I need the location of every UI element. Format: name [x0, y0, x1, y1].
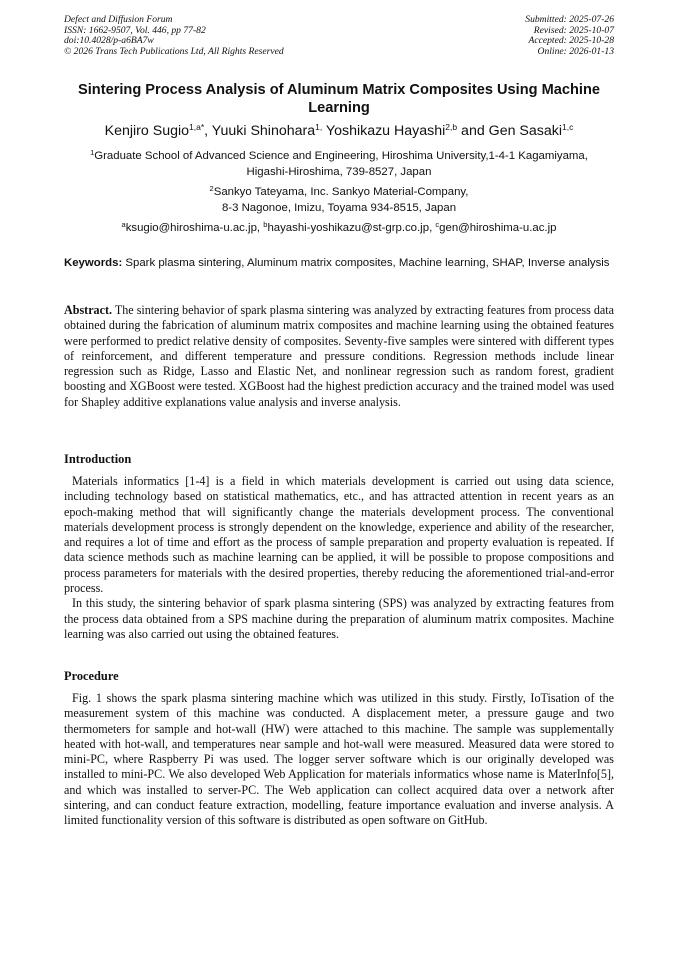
- journal-info: [64, 15, 284, 57]
- procedure-heading: Procedure: [64, 669, 119, 683]
- procedure-body: [64, 691, 614, 829]
- author: Yuuki Shinohara$^{1,}$: [211, 122, 323, 139]
- author: Yoshikazu Hayashi$^{2,b}$ and: [325, 122, 489, 139]
- abstract-text: The sintering behavior of spark plasma sintering was analyzed by extracting features from process data obtained during the fabrication of aluminum matrix composites and machine learning using the obtained features were performed to predict relative density of composites. Seventy-five samples were sintered with different types of reinforcement, and different temperature and pressure conditions. Regression methods include linear regression such as Ridge, Lasso and Elastic Net, and nonlinear regression such as random forest, gradient boosting and XGBoost were tested. XGBoost had the highest prediction accuracy and the trained model was used for Shapley additive explanations value analysis and inverse analysis.: [64, 303, 615, 409]
- author: Gen Sasaki$^{1,c}$: [488, 122, 574, 139]
- abstract: [64, 303, 614, 410]
- submitted-date: Submitted: 2025-07-26: [525, 14, 614, 25]
- introduction-paragraph-2: In this study, the sintering behavior of spark plasma sintering (SPS) was analyzed by extracting features from the process data obtained from a SPS machine during the preparation of aluminum matrix composites. Machine learning was also carried out using the obtained features.: [64, 596, 614, 641]
- online-date: Online: 2026-01-13: [537, 45, 614, 57]
- email[interactable]: $^a$ksugio@hiroshima-u.ac.jp: [121, 220, 257, 234]
- affiliation-2: $^2$Sankyo Tateyama, Inc. Sankyo Material-Company, 8-3 Nagonoe, Imizu, Toyama 934-8515, Japan: [209, 184, 469, 214]
- issn-line: ISSN: 1662-9507, Vol. 446, pp 77-82: [64, 24, 206, 36]
- email[interactable]: $^b$hayashi-yoshikazu@st-grp.co.jp: [263, 220, 430, 234]
- affiliation-1: $^1$Graduate School of Advanced Science and Engineering, Hiroshima University,1-4-1 Kagamiyama, Higashi-Hiroshima, 739-8527, Japan: [90, 148, 588, 178]
- keywords-text: Spark plasma sintering, Aluminum matrix composites, Machine learning, SHAP, Inverse analysis: [125, 257, 610, 269]
- revised-date: Revised: 2025-10-07: [533, 24, 614, 36]
- introduction-body: [64, 474, 614, 642]
- keywords: [64, 256, 614, 271]
- author-emails: $^a$ksugio@hiroshima-u.ac.jp, $^b$hayashi-yoshikazu@st-grp.co.jp, $^c$gen@hiroshima-u.ac.jp: [121, 220, 557, 234]
- publication-dates: [525, 15, 614, 57]
- introduction-paragraph-1: Materials informatics [1-4] is a field in which materials development is carried out using data science, including technology based on statistical mathematics, etc., and has attracted attention in recent years as an epoch-making method that will significantly change the materials development process. The conventional materials development process is strongly dependent on the knowledge, experience and ability of the researcher, and requires a lot of time and effort as the process of sample preparation and property evaluation is repeated. If data science methods such as machine learning can be applied, it will be possible to propose compositions and process parameters for materials with the desired properties, thereby reducing the aforementioned trial-and-error process.: [64, 474, 614, 596]
- email[interactable]: $^c$gen@hiroshima-u.ac.jp: [435, 220, 557, 234]
- accepted-date: Accepted: 2025-10-28: [528, 35, 614, 47]
- introduction-heading: Introduction: [64, 452, 132, 466]
- keywords-label: Keywords:: [64, 257, 123, 269]
- abstract-label: Abstract.: [64, 303, 113, 317]
- procedure-paragraph-1: Fig. 1 shows the spark plasma sintering machine which was utilized in this study. Firstly, IoTisation of the measurement system of this machine was conducted. A displacement meter, a pressure gauge and two thermometers for sample and hot-wall (HW) were attached to this machine. The sample was supplementally heated with hot-wall, and temperatures near sample and hot-wall were measured. Measured data were stored to mini-PC, where Raspberry Pi was used. The logger server software which is our originally developed was installed to mini-PC. We also developed Web Application for materials informatics whose name is MaterInfo[5], and which was installed to server-PC. The Web application can collect acquired data over a network after sintering, and can conduct feature extraction, modelling, feature importance evaluation and inverse analysis. A limited functionality version of this software is distributed as open software on GitHub.: [64, 691, 614, 828]
- author-list: [40, 123, 638, 140]
- author: Kenjiro Sugio$^{1,a*}$,: [104, 122, 212, 139]
- journal-name: Defect and Diffusion Forum: [64, 14, 173, 25]
- paper-title: Sintering Process Analysis of Aluminum Matrix Composites Using Machine Learning: [78, 82, 600, 116]
- doi-line: doi:10.4028/p-a6BA7w: [64, 35, 154, 47]
- copyright-line: © 2026 Trans Tech Publications Ltd, All Rights Reserved: [64, 45, 284, 57]
